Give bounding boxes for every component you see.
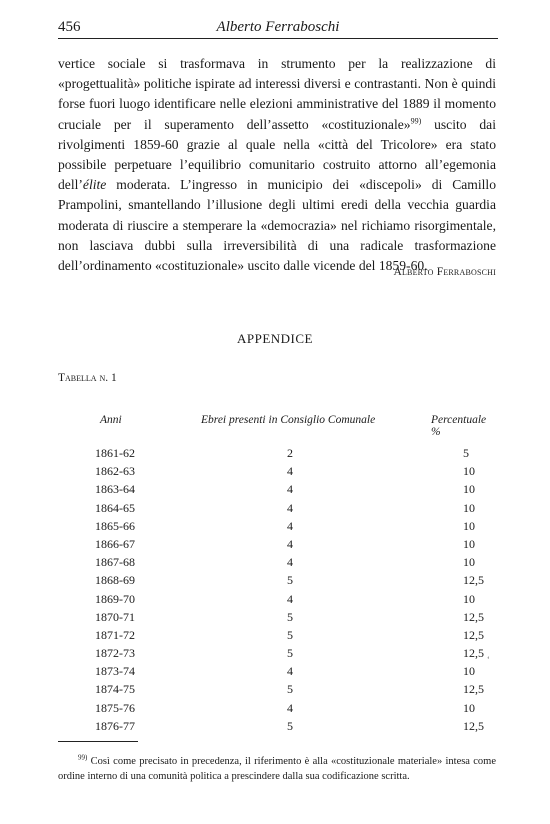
- table-row: [58, 553, 498, 571]
- cell-years: 1861-62: [95, 446, 135, 460]
- table-row: [58, 608, 498, 626]
- table-label: Tabella n. 1: [58, 372, 117, 384]
- table-row: [58, 626, 498, 644]
- stray-mark: ʻ: [487, 655, 490, 664]
- appendix-title: APPENDICE: [236, 331, 313, 346]
- cell-years: 1862-63: [95, 464, 135, 479]
- cell-years: 1873-74: [95, 664, 135, 679]
- cell-years: 1864-65: [95, 500, 135, 515]
- cell-years: 1875-76: [95, 700, 135, 715]
- cell-members: 4: [287, 464, 293, 479]
- table-row: [58, 444, 498, 462]
- cell-members: 5: [287, 646, 293, 661]
- italic-word: élite: [82, 177, 107, 193]
- header-rule: [58, 38, 498, 39]
- cell-years: 1866-67: [95, 536, 135, 551]
- footnote-rule: [58, 741, 138, 742]
- cell-years: 1870-71: [95, 609, 135, 624]
- cell-percent: 12,5: [463, 718, 484, 733]
- cell-years: 1874-75: [95, 682, 135, 697]
- cell-percent: 5: [463, 446, 469, 460]
- table-row: [58, 590, 498, 608]
- cell-years: 1863-64: [95, 482, 135, 497]
- cell-members: 4: [287, 518, 293, 533]
- cell-percent: 10: [463, 464, 475, 479]
- footnote-body: Così come precisato in precedenza, il riferimento è alla «costituzionale materiale» intesa come ordine interno di una comunità politica a prescindere dalla sua codificazione scritta.: [58, 756, 496, 782]
- cell-members: 2: [287, 446, 293, 460]
- column-header-percent: Percentuale %: [431, 414, 487, 438]
- cell-percent: 12,5: [463, 609, 484, 624]
- footnote: [58, 754, 496, 784]
- footnote-reference: 99): [410, 116, 422, 126]
- cell-years: 1868-69: [95, 573, 135, 588]
- text-segment: uscito dai rivolgimenti 1859-60 grazie al quale nella «città del Tricolore» era stato possibile perpetuare l’equilibrio comunitario costruito attorno all’egemonia dell’: [58, 116, 496, 193]
- cell-members: 4: [287, 700, 293, 715]
- cell-members: 5: [287, 627, 293, 642]
- cell-members: 5: [287, 609, 293, 624]
- table-row: [58, 644, 498, 662]
- cell-percent: 10: [463, 555, 475, 570]
- footnote-text: [58, 754, 496, 784]
- page-number: 456: [58, 19, 81, 35]
- table-row: [58, 717, 498, 735]
- cell-members: 5: [287, 573, 293, 588]
- cell-members: 4: [287, 536, 293, 551]
- data-table: [58, 414, 498, 733]
- footnote-marker: 99): [78, 753, 88, 762]
- cell-percent: 10: [463, 518, 475, 533]
- table-body: [58, 444, 498, 735]
- table-row: [58, 480, 498, 498]
- cell-years: 1871-72: [95, 627, 135, 642]
- cell-years: 1869-70: [95, 591, 135, 606]
- author-signature: Alberto Ferraboschi: [393, 266, 496, 278]
- cell-members: 5: [287, 682, 293, 697]
- table-row: [58, 499, 498, 517]
- cell-percent: 10: [463, 700, 475, 715]
- table-row: [58, 680, 498, 698]
- cell-years: 1867-68: [95, 555, 135, 570]
- table-row: [58, 699, 498, 717]
- cell-percent: 10: [463, 482, 475, 497]
- running-head: Alberto Ferraboschi: [216, 19, 340, 35]
- cell-percent: 12,5: [463, 627, 484, 642]
- text-segment: vertice sociale si trasformava in strumento per la realizzazione di «progettualità» politiche ispirate ad interessi diversi e contrastanti. Non è quindi forse fuori luogo identificare nelle elezioni amministrative del 1889 il momento cruciale per il superamento dell’assetto «costituzionale»: [58, 56, 496, 132]
- cell-percent: 10: [463, 664, 475, 679]
- cell-members: 4: [287, 482, 293, 497]
- table-header: [58, 414, 498, 444]
- cell-years: 1865-66: [95, 518, 135, 533]
- cell-percent: 10: [463, 591, 475, 606]
- text-segment: moderata. L’ingresso in municipio dei «discepoli» di Camillo Prampolini, smantellando l’illusione degli ultimi eredi della vecchia guardia moderata di riuscire a stemperare la «democrazia» nel richiamo risorgimentale, non lasciava dubbi sulla irreversibilità di una radicale trasformazione dell’ordinamento «costituzionale» uscito dalle vicende del 1859-60.: [58, 177, 496, 274]
- cell-percent: 12,5: [463, 682, 484, 697]
- table-row: [58, 535, 498, 553]
- cell-years: 1872-73: [95, 646, 135, 661]
- page-header: [58, 16, 498, 38]
- cell-percent: 12,5: [463, 573, 484, 588]
- cell-members: 4: [287, 555, 293, 570]
- cell-members: 4: [287, 591, 293, 606]
- body-paragraph: [58, 54, 496, 276]
- column-header-members: Ebrei presenti in Consiglio Comunale: [201, 414, 376, 426]
- paragraph-text: [58, 54, 496, 276]
- column-header-years: Anni: [100, 414, 122, 426]
- table-row: [58, 571, 498, 589]
- cell-members: 5: [287, 718, 293, 733]
- cell-members: 4: [287, 500, 293, 515]
- table-row: [58, 662, 498, 680]
- cell-percent: 10: [463, 536, 475, 551]
- cell-members: 4: [287, 664, 293, 679]
- table-row: [58, 517, 498, 535]
- cell-years: 1876-77: [95, 718, 135, 733]
- cell-percent: 12,5: [463, 646, 484, 661]
- table-row: [58, 462, 498, 480]
- cell-percent: 10: [463, 500, 475, 515]
